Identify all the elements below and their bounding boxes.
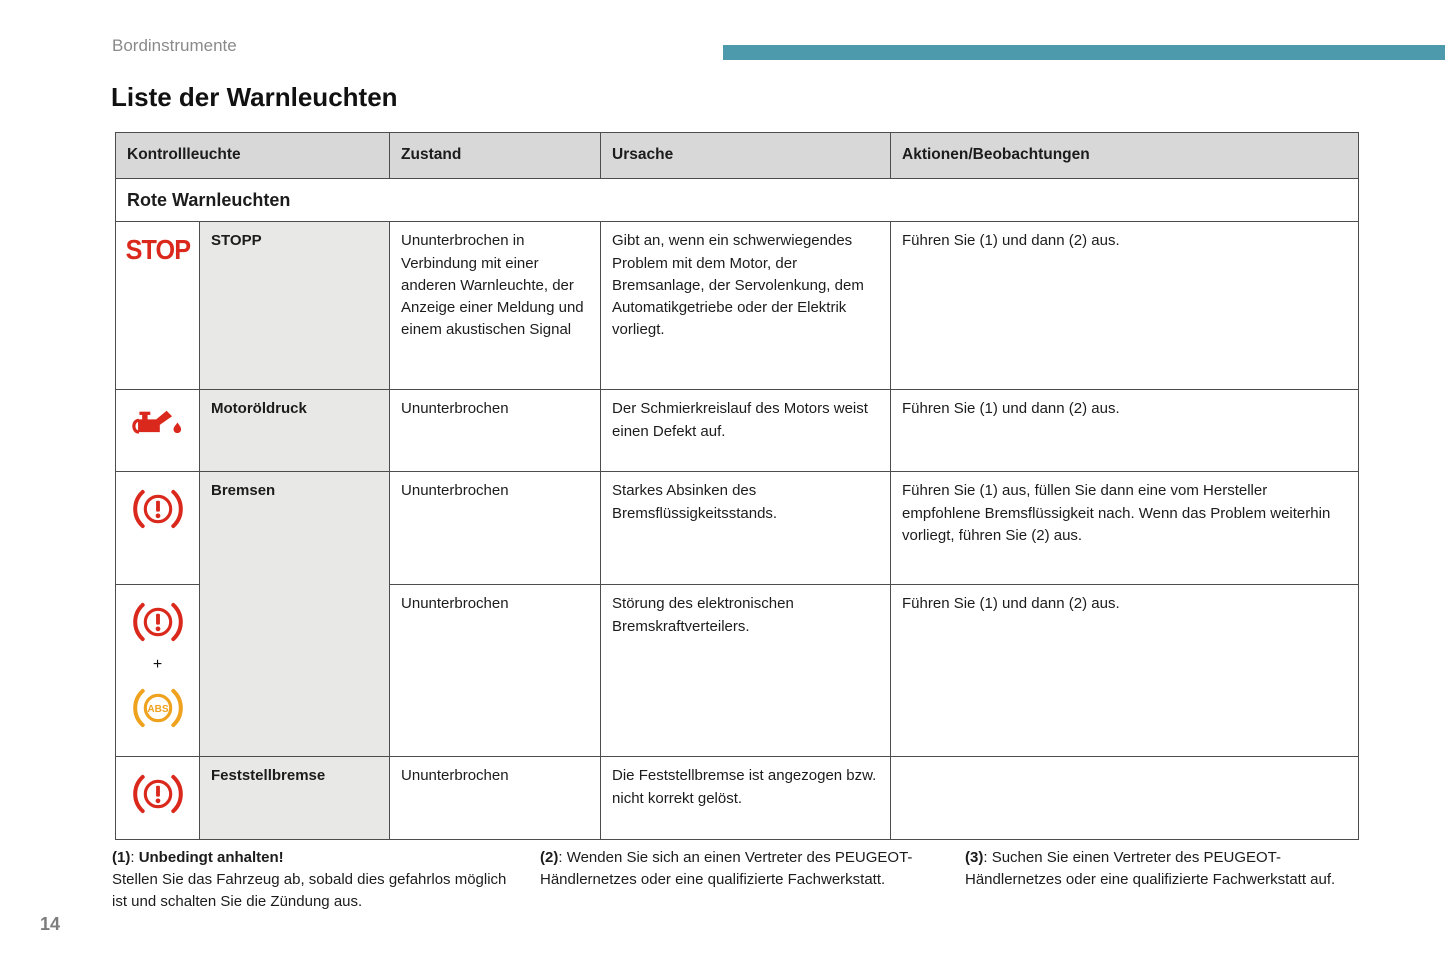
actions-cell: Führen Sie (1) aus, füllen Sie dann eine vom Hersteller empfohlene Bremsflüssigkeit nach. Wenn das Problem weiterhin vorliegt, führen Sie (2) aus. (891, 472, 1359, 585)
actions-cell (891, 757, 1359, 840)
section-header-rote-warnleuchten: Rote Warnleuchten (116, 179, 1359, 222)
footnote-1-heading: (1): Unbedingt anhalten! (112, 849, 284, 866)
table-row (116, 222, 1359, 390)
state-cell: Ununterbrochen (390, 757, 601, 840)
cause-cell: Starkes Absinken des Bremsflüssigkeitsstands. (601, 472, 891, 585)
cause-cell: Störung des elektronischen Bremskraftverteilers. (601, 585, 891, 757)
column-header-kontrollleuchte: Kontrollleuchte (116, 133, 390, 179)
state-cell: Ununterbrochen in Verbindung mit einer anderen Warnleuchte, der Anzeige einer Meldung und einem akustischen Signal (390, 222, 601, 390)
actions-cell: Führen Sie (1) und dann (2) aus. (891, 585, 1359, 757)
abs-warning-icon (130, 685, 186, 731)
state-cell: Ununterbrochen (390, 390, 601, 472)
plus-sign: + (152, 656, 163, 674)
footnote-2: (2): Wenden Sie sich an einen Vertreter des PEUGEOT-Händlernetzes oder eine qualifizierte Fachwerkstatt. (540, 849, 913, 889)
footnote-1 (112, 847, 510, 914)
brake-warning-icon (130, 599, 186, 645)
footnote-3: (3): Suchen Sie einen Vertreter des PEUGEOT-Händlernetzes oder eine qualifizierte Fachwerkstatt auf. (965, 849, 1336, 889)
brake-warning-icon (120, 771, 195, 817)
page-title: Liste der Warnleuchten (111, 82, 398, 112)
indicator-name-cell: Motoröldruck (200, 390, 390, 472)
indicator-icon-cell (116, 472, 200, 585)
footnotes (112, 847, 1397, 914)
section-header-row (116, 179, 1359, 222)
brake-warning-icon (120, 486, 195, 532)
indicator-icon-cell (116, 390, 200, 472)
column-header-ursache: Ursache (601, 133, 891, 179)
indicator-name-cell: Bremsen (200, 472, 390, 757)
cause-cell: Die Feststellbremse ist angezogen bzw. nicht korrekt gelöst. (601, 757, 891, 840)
indicator-icon-cell (116, 585, 200, 757)
column-header-zustand: Zustand (390, 133, 601, 179)
state-cell: Ununterbrochen (390, 585, 601, 757)
actions-cell: Führen Sie (1) und dann (2) aus. (891, 222, 1359, 390)
breadcrumb: Bordinstrumente (112, 36, 237, 55)
indicator-icon-cell (116, 757, 200, 840)
stop-warning-icon: STOP (125, 234, 190, 266)
state-cell: Ununterbrochen (390, 472, 601, 585)
footnote-1-text: Stellen Sie das Fahrzeug ab, sobald dies gefahrlos möglich ist und schalten Sie die Zündung aus. (112, 871, 507, 911)
actions-cell: Führen Sie (1) und dann (2) aus. (891, 390, 1359, 472)
indicator-name-cell: STOPP (200, 222, 390, 390)
indicator-name-cell: Feststellbremse (200, 757, 390, 840)
table-header-row (116, 133, 1359, 179)
page-number: 14 (40, 914, 61, 934)
table-row (116, 757, 1359, 840)
column-header-aktionen: Aktionen/Beobachtungen (891, 133, 1359, 179)
indicator-icon-cell (116, 222, 200, 390)
table-row (116, 390, 1359, 472)
engine-oil-pressure-icon (120, 404, 195, 442)
warning-lights-table (115, 132, 1359, 840)
cause-cell: Der Schmierkreislauf des Motors weist einen Defekt auf. (601, 390, 891, 472)
svg-text:ABS: ABS (146, 704, 169, 716)
cause-cell: Gibt an, wenn ein schwerwiegendes Problem mit dem Motor, der Bremsanlage, der Servolenkung, dem Automatikgetriebe oder der Elektrik vorliegt. (601, 222, 891, 390)
table-row (116, 472, 1359, 585)
accent-bar (723, 45, 1445, 60)
